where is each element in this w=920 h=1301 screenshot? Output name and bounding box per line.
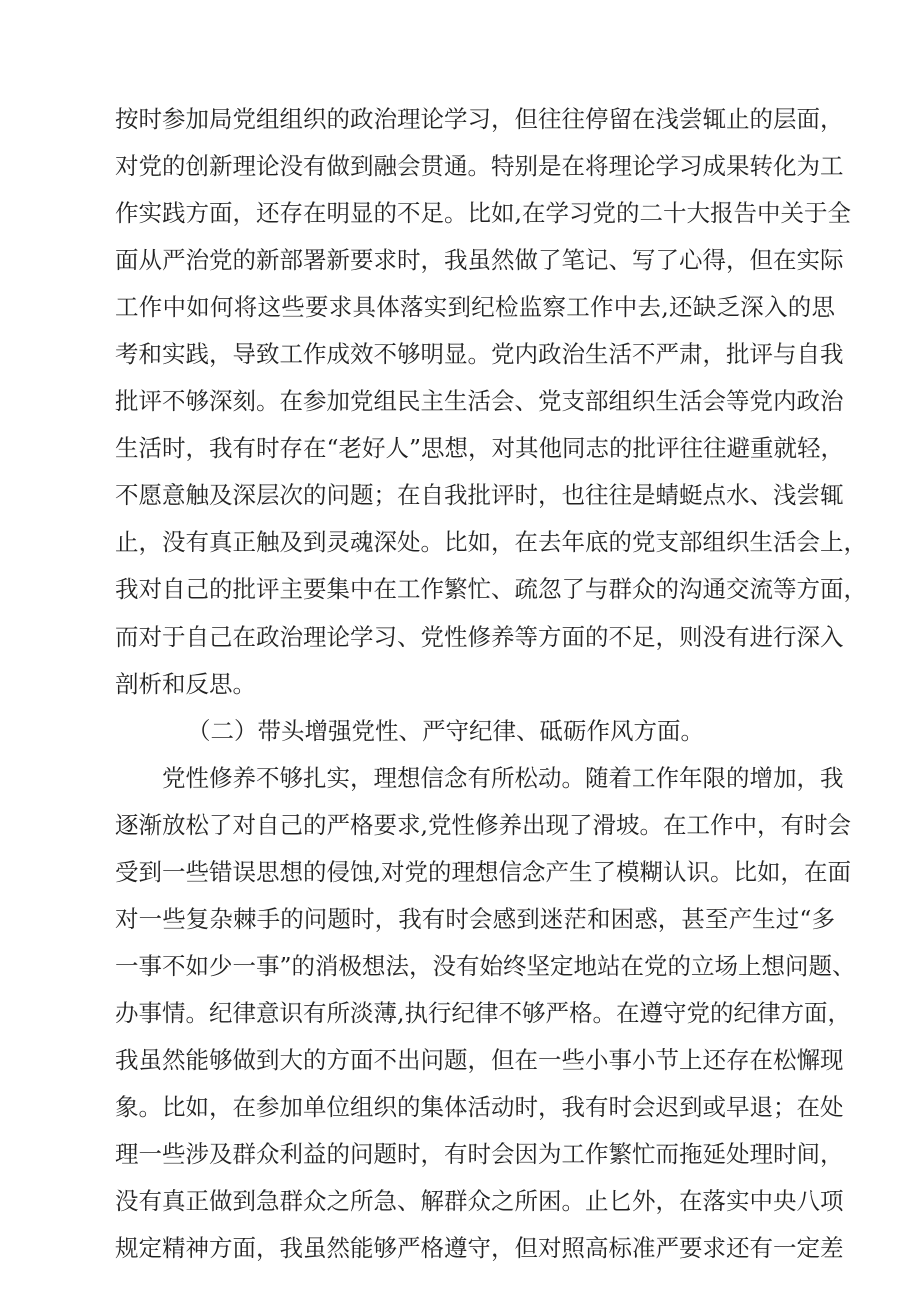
text-line: 我对自己的批评主要集中在工作繁忙、疏忽了与群众的沟通交流等方面， bbox=[115, 575, 867, 604]
text-line: 批评不够深刻。在参加党组民主生活会、党支部组织生活会等党内政治 bbox=[115, 387, 844, 416]
text-line: 逐渐放松了对自己的严格要求,党性修养出现了滑坡。在工作中，有时会 bbox=[115, 810, 851, 839]
text-line: 按时参加局党组组织的政治理论学习，但往往停留在浅尝辄止的层面， bbox=[115, 105, 844, 133]
text-line: 面从严治党的新部署新要求时，我虽然做了笔记、写了心得，但在实际 bbox=[115, 246, 844, 275]
text-line: 没有真正做到急群众之所急、解群众之所困。止匕外，在落实中央八项 bbox=[115, 1187, 844, 1216]
text-line: 象。比如，在参加单位组织的集体活动时，我有时会迟到或早退；在处 bbox=[115, 1092, 844, 1121]
text-line: 不愿意触及深层次的问题；在自我批评时，也往往是蜻蜓点水、浅尝辄 bbox=[115, 481, 844, 510]
text-line: 生活时，我有时存在“老好人”思想，对其他同志的批评往往避重就轻， bbox=[115, 434, 845, 463]
text-line: 而对于自己在政治理论学习、党性修养等方面的不足，则没有进行深入 bbox=[115, 622, 844, 651]
text-line: 理一些涉及群众利益的问题时，有时会因为工作繁忙而拖延处理时间， bbox=[115, 1140, 844, 1169]
text-line: 止，没有真正触及到灵魂深处。比如，在去年底的党支部组织生活会上， bbox=[115, 528, 867, 557]
paragraph-2 bbox=[115, 755, 856, 1273]
text-line: 对一些复杂棘手的问题时，我有时会感到迷茫和困惑，甚至产生过“多 bbox=[115, 904, 835, 933]
paragraph-1 bbox=[115, 96, 867, 708]
text-line: 工作中如何将这些要求具体落实到纪检监察工作中去,还缺乏深入的思 bbox=[115, 293, 835, 322]
text-line: 考和实践，导致工作成效不够明显。党内政治生活不严肃，批评与自我 bbox=[115, 340, 844, 369]
text-line: 办事情。纪律意识有所淡薄,执行纪律不够严格。在遵守党的纪律方面， bbox=[115, 998, 851, 1027]
text-line: 剖析和反思。 bbox=[115, 669, 256, 698]
text-line: 对党的创新理论没有做到融会贯通。特别是在将理论学习成果转化为工 bbox=[115, 152, 844, 181]
section-heading: （二）带头增强党性、严守纪律、砥砺作风方面。 bbox=[187, 716, 704, 745]
text-line: 一事不如少一事”的消极想法，没有始终坚定地站在党的立场上想问题、 bbox=[115, 951, 856, 980]
text-line: 作实践方面，还存在明显的不足。比如,在学习党的二十大报告中关于全 bbox=[115, 199, 851, 228]
text-line: 党性修养不够扎实，理想信念有所松动。随着工作年限的增加，我 bbox=[162, 763, 844, 792]
document-body bbox=[115, 96, 867, 1272]
text-line: 受到一些错误思想的侵蚀,对党的理想信念产生了模糊认识。比如，在面 bbox=[115, 857, 851, 886]
text-line: 规定精神方面，我虽然能够严格遵守，但对照高标准严要求还有一定差 bbox=[115, 1234, 844, 1263]
text-line: 我虽然能够做到大的方面不出问题，但在一些小事小节上还存在松懈现 bbox=[115, 1045, 844, 1074]
